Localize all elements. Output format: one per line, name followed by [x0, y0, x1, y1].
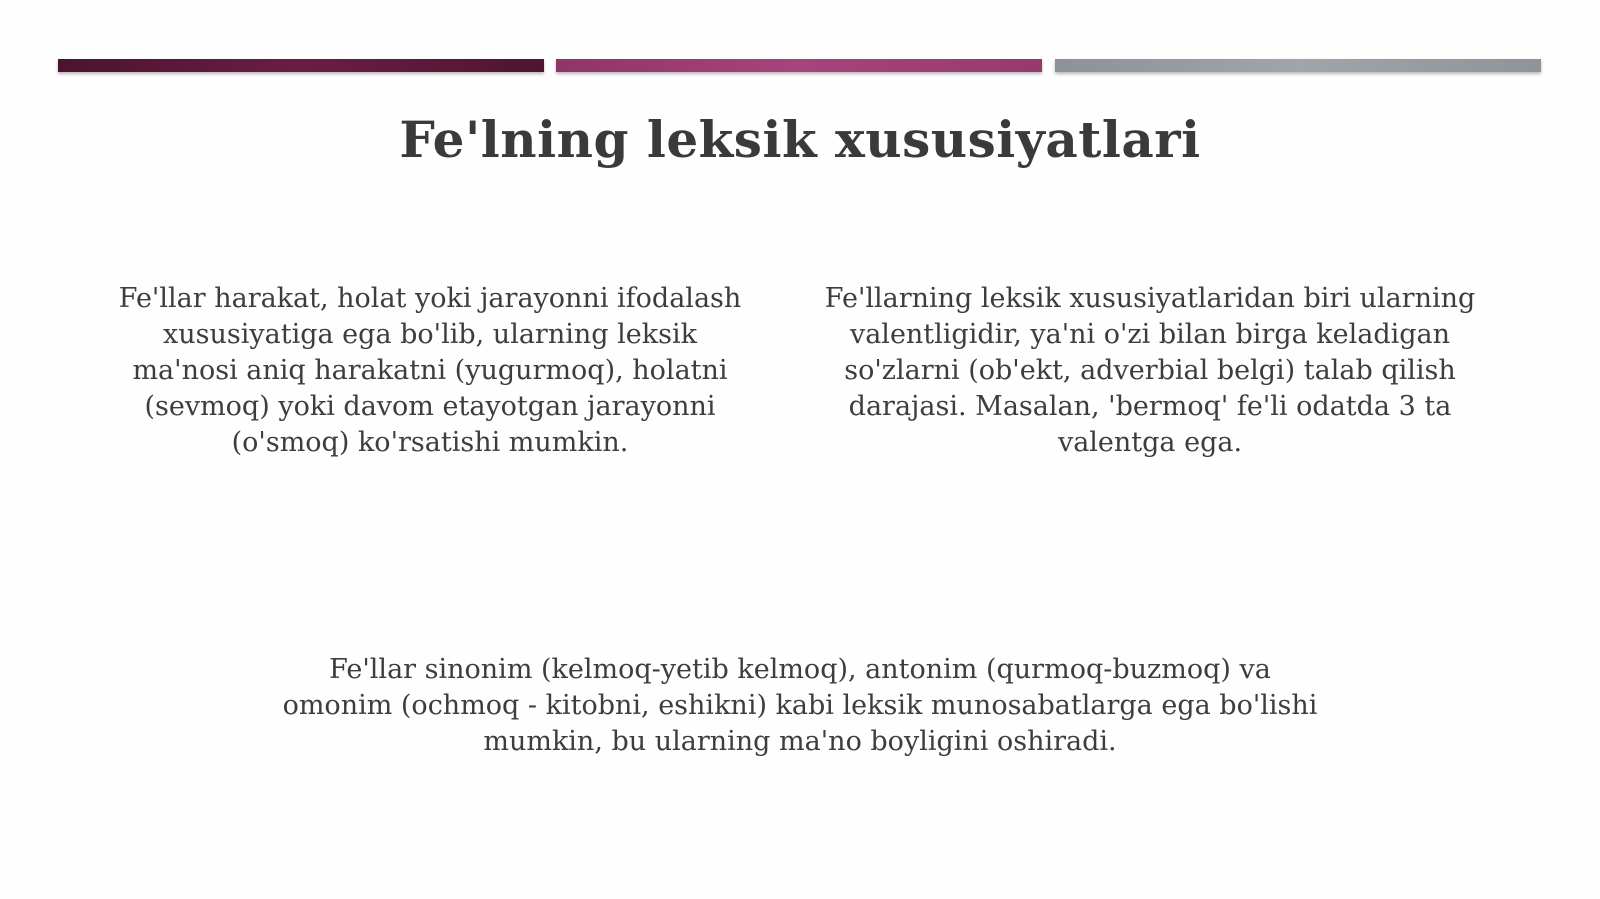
- accent-bar-plum: [58, 59, 544, 72]
- paragraph-bottom: Fe'llar sinonim (kelmoq-yetib kelmoq), antonim (qurmoq-buzmoq) va omonim (ochmoq - kitobni, eshikni) kabi leksik munosabatlarga ega bo'lishi mumkin, bu ularning ma'no boyligini oshiradi.: [282, 654, 1318, 757]
- paragraph-right: Fe'llarning leksik xususiyatlaridan biri ularning valentligidir, ya'ni o'zi bilan birga keladigan so'zlarni (ob'ekt, adverbial belgi) talab qilish darajasi. Masalan, 'bermoq' fe'li odatda 3 ta valentga ega.: [824, 283, 1476, 458]
- accent-bar-gray: [1055, 59, 1541, 72]
- paragraph-left: Fe'llar harakat, holat yoki jarayonni ifodalash xususiyatiga ega bo'lib, ularning leksik ma'nosi aniq harakatni (yugurmoq), holatni (sevmoq) yoki davom etayotgan jarayonni (o'smoq) ko'rsatishi mumkin.: [118, 283, 742, 458]
- slide-title: Fe'lning leksik xususiyatlari: [399, 110, 1201, 169]
- accent-bars: [58, 59, 1541, 73]
- accent-bar-magenta: [556, 59, 1042, 72]
